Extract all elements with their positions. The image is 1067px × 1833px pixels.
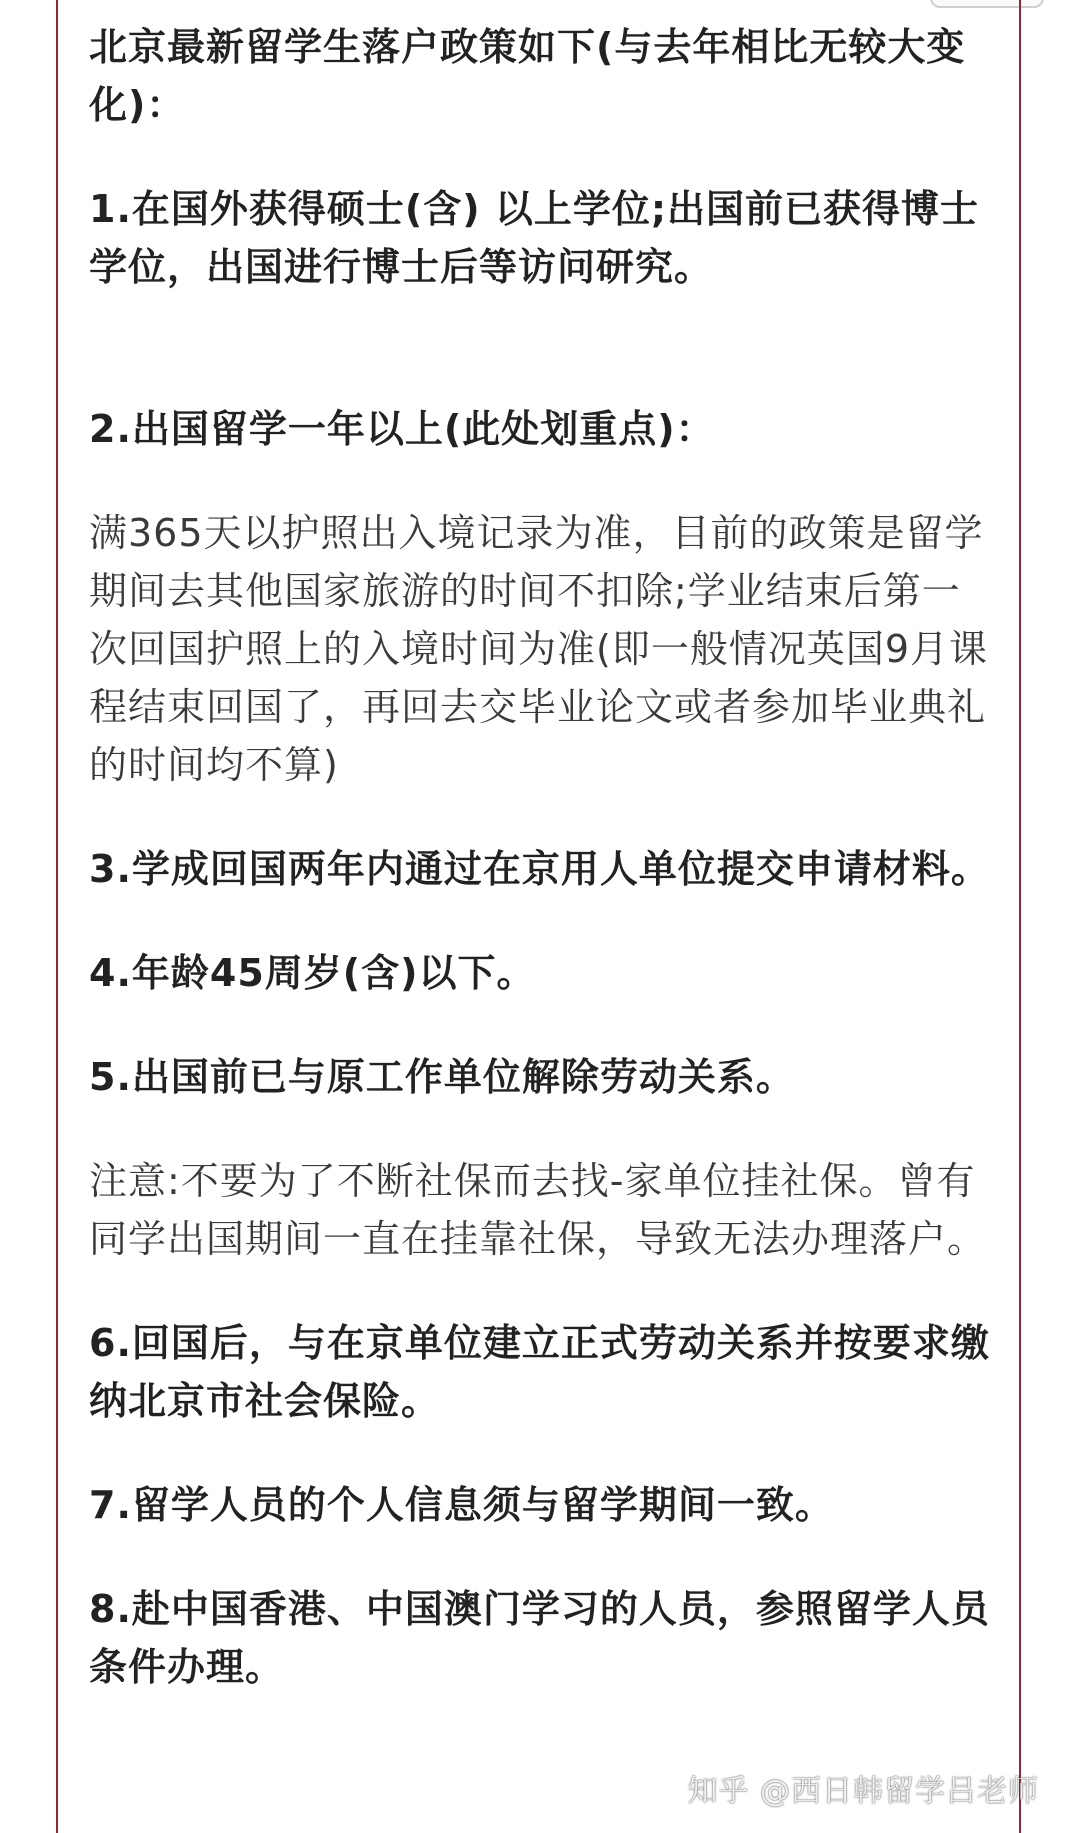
policy-item-5-note: 注意:不要为了不断社保而去找-家单位挂社保。曾有同学出国期间一直在挂靠社保，导致无法办理落户。 bbox=[89, 1159, 987, 1261]
left-border-rule bbox=[56, 0, 58, 1833]
policy-item-1: 1.在国外获得硕士(含) 以上学位;出国前已获得博士学位，出国进行博士后等访问研究。 bbox=[89, 187, 980, 289]
policy-item-2-detail: 满365天以护照出入境记录为准，目前的政策是留学期间去其他国家旅游的时间不扣除;学业结束后第一次回国护照上的入境时间为准(即一般情况英国9月课程结束回国了，再回去交毕业论文或者参加毕业典礼的时间均不算) bbox=[89, 511, 989, 787]
policy-item-5: 5.出国前已与原工作单位解除劳动关系。 bbox=[89, 1055, 795, 1099]
top-corner-decoration bbox=[930, 0, 1044, 8]
policy-item-8: 8.赴中国香港、中国澳门学习的人员，参照留学人员条件办理。 bbox=[89, 1587, 990, 1689]
policy-item-2: 2.出国留学一年以上(此处划重点)： bbox=[89, 407, 715, 451]
article-body bbox=[89, 18, 999, 1696]
policy-item-7: 7.留学人员的个人信息须与留学期间一致。 bbox=[89, 1483, 834, 1527]
right-border-rule bbox=[1019, 0, 1021, 1833]
policy-item-4: 4.年龄45周岁(含)以下。 bbox=[89, 951, 536, 995]
article-heading: 北京最新留学生落户政策如下(与去年相比无较大变化)： bbox=[89, 25, 966, 127]
source-watermark: 知乎 @西日韩留学吕老师 bbox=[687, 1774, 1039, 1809]
policy-item-3: 3.学成回国两年内通过在京用人单位提交申请材料。 bbox=[89, 847, 990, 891]
policy-item-6: 6.回国后，与在京单位建立正式劳动关系并按要求缴纳北京市社会保险。 bbox=[89, 1321, 990, 1423]
